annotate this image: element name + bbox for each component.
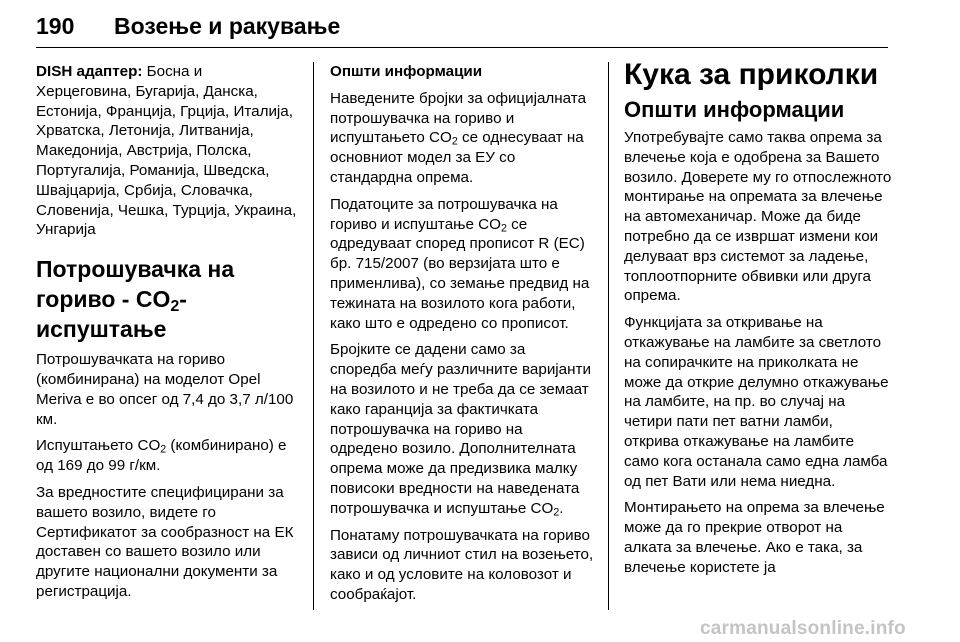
text: Податоците за потрошувачка на гориво и испуштање CO — [330, 195, 558, 233]
paragraph: За вредностите специфицирани за вашето возило, видете го Сертификатот за сообразност на ЕК доставен со вашето возило или другите национални документи за регистрација. — [36, 483, 294, 600]
subsection-heading-general-info: Општи информации — [624, 97, 845, 122]
heading-text: -испуштање — [36, 286, 187, 343]
subscript: 2 — [451, 136, 458, 149]
column-right — [624, 58, 892, 578]
paragraph: Понатаму потрошувачката на гориво зависи од личниот стил на возењето, како и од условите на коловозот и сообраќајот. — [330, 526, 594, 603]
dish-adapter-countries: Босна и Херцеговина, Бугарија, Данска, Естонија, Франција, Грција, Италија, Хрватска, Летонија, Литванија, Македонија, Австрија, Полска, Португалија, Романија, Шведска, Швајцарија, Србија, Словачка, Словенија, Чешка, Турција, Украина, Унгарија — [36, 63, 297, 239]
subscript: 2 — [553, 506, 560, 519]
text: Наведените бројки за официјалната потрошувачка на гориво и испуштањето CO — [330, 89, 587, 147]
column-middle — [330, 62, 594, 605]
text: се однесуваат на основниот модел за ЕУ со стандардна опрема. — [330, 129, 584, 186]
watermark: carmanualsonline.info — [700, 618, 906, 639]
heading-text: Потрошувачка на гориво - CO — [36, 256, 235, 313]
paragraph — [330, 89, 594, 188]
subscript: 2 — [160, 444, 167, 457]
paragraph — [36, 436, 298, 476]
paragraph: Функцијата за откривање на откажување на ламбите за светлото на сопирачките на приколката не може да открие делумно откажување на ламбите, на пр. во случај на четири пати пет ватни ламби, открива откажување на ламбите само кога останала само една ламба од пет Вати или нема ниедна. — [624, 314, 889, 490]
page-header — [36, 13, 888, 48]
column-divider — [608, 62, 609, 610]
text: Бројките се дадени само за споредба меѓу различните варијанти на возилото и не треба да се земаат како гаранција за фактичката потрошувачка на гориво на одредено возило. Дополнителната опрема може да предизвика малку повисоки вредности на наведената потрошувачка и испуштање CO — [330, 341, 591, 517]
text: Испуштањето CO — [36, 437, 161, 455]
text: . — [559, 499, 564, 517]
column-left — [36, 62, 298, 602]
paragraph: Потрошувачката на гориво (комбинирана) на моделот Opel Meriva е во опсег од 7,4 до 3,7 л/100 км. — [36, 351, 294, 428]
subscript: 2 — [500, 222, 507, 235]
dish-adapter-paragraph — [36, 62, 298, 240]
section-heading-general-info: Општи информации — [330, 63, 483, 80]
paragraph: Монтирањето на опрема за влечење може да го прекрие отворот на алката за влечење. Ако е така, за влечење користете ја — [624, 499, 885, 576]
page-number: 190 — [36, 13, 75, 39]
section-heading-towing-hitch: Кука за приколки — [624, 58, 879, 91]
section-heading-fuel-consumption — [36, 254, 298, 344]
text: (комбинирано) е од 169 до 99 г/км. — [36, 437, 287, 475]
dish-adapter-label: DISH адаптер: — [36, 63, 143, 80]
paragraph — [330, 340, 594, 518]
paragraph: Употребувајте само таква опрема за влечење која е одобрена за Вашето возило. Доверете му го отпослежното монтирање на опремата за влечење на автомеханичар. Може да биде потребно да се извршат измени кои делуваат врз системот за ладење, топлоотпорните обвивки или друга опрема. — [624, 129, 892, 305]
subscript: 2 — [170, 297, 180, 316]
column-divider — [313, 62, 314, 610]
paragraph — [330, 195, 594, 334]
text: се одредуваат според прописот R (ЕС) бр. 715/2007 (во верзијата што е применлива), со земање предвид на тежината на возилото кога работи, како што е одредено со прописот. — [330, 215, 590, 332]
chapter-title: Возење и ракување — [114, 13, 341, 39]
